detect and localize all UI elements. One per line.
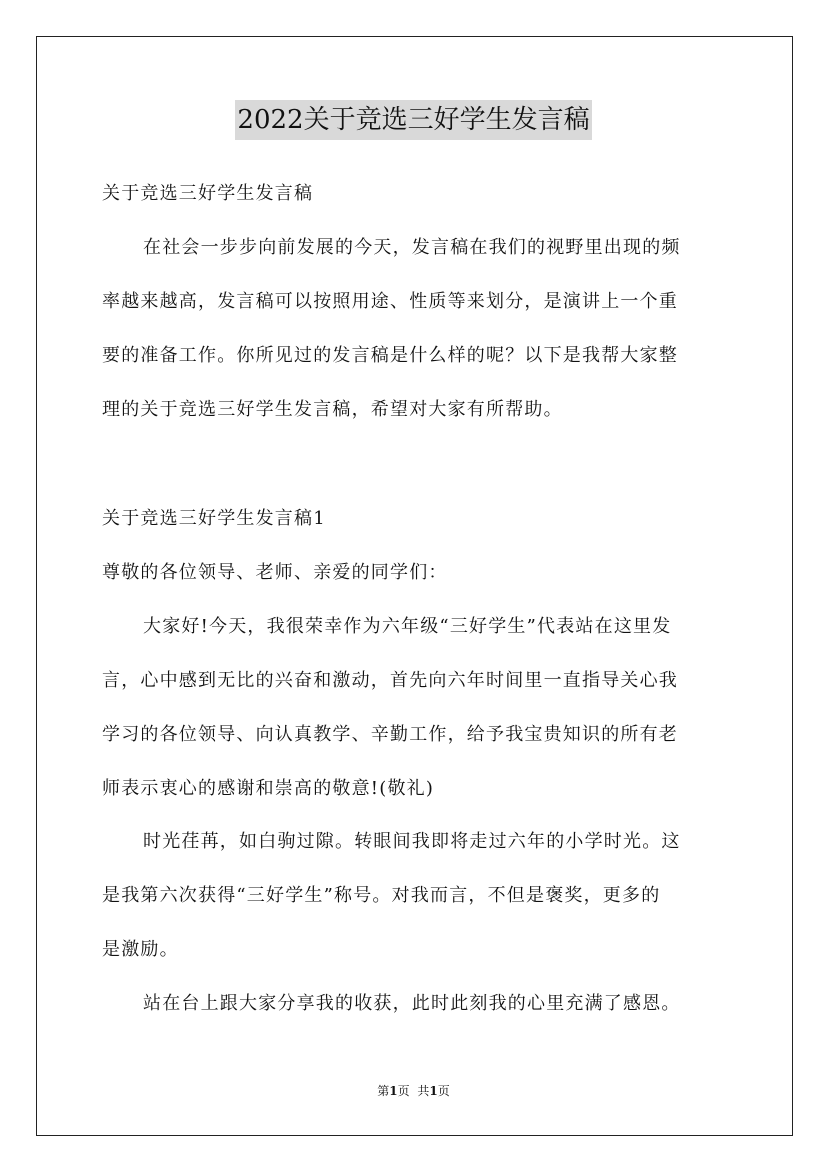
paragraph-line: 是激励。 bbox=[102, 939, 179, 960]
salutation-line: 尊敬的各位领导、老师、亲爱的同学们： bbox=[102, 562, 448, 583]
paragraph-line: 率越来越高，发言稿可以按照用途、性质等来划分，是演讲上一个重 bbox=[102, 291, 678, 312]
paragraph-line: 言，心中感到无比的兴奋和激动，首先向六年时间里一直指导关心我 bbox=[102, 670, 678, 691]
paragraph-line: 要的准备工作。你所见过的发言稿是什么样的呢？以下是我帮大家整 bbox=[102, 345, 678, 366]
paragraph-line: 站在台上跟大家分享我的收获，此时此刻我的心里充满了感恩。 bbox=[143, 993, 681, 1014]
total-label-suffix: 页 bbox=[437, 1084, 450, 1098]
page-label-suffix: 页 bbox=[397, 1084, 410, 1098]
paragraph-line: 师表示衷心的感谢和崇高的敬意!(敬礼) bbox=[102, 778, 435, 799]
subtitle-line: 关于竞选三好学生发言稿 bbox=[102, 183, 314, 204]
page-number: 1 bbox=[389, 1084, 398, 1098]
paragraph-line: 大家好!今天，我很荣幸作为六年级“三好学生”代表站在这里发 bbox=[143, 616, 672, 637]
page-footer bbox=[0, 1083, 827, 1099]
page-label-prefix: 第 bbox=[377, 1084, 390, 1098]
title-container bbox=[0, 100, 827, 140]
paragraph-line: 在社会一步步向前发展的今天，发言稿在我们的视野里出现的频 bbox=[143, 237, 681, 258]
document-title: 2022关于竞选三好学生发言稿 bbox=[235, 100, 591, 140]
total-label-prefix: 共 bbox=[417, 1084, 430, 1098]
paragraph-line: 是我第六次获得“三好学生”称号。对我而言，不但是褒奖，更多的 bbox=[102, 885, 661, 906]
paragraph-line: 理的关于竞选三好学生发言稿，希望对大家有所帮助。 bbox=[102, 399, 563, 420]
total-pages: 1 bbox=[429, 1084, 438, 1098]
section-heading: 关于竞选三好学生发言稿1 bbox=[102, 508, 326, 529]
paragraph-line: 时光荏苒，如白驹过隙。转眼间我即将走过六年的小学时光。这 bbox=[143, 831, 681, 852]
paragraph-line: 学习的各位领导、向认真教学、辛勤工作，给予我宝贵知识的所有老 bbox=[102, 724, 678, 745]
